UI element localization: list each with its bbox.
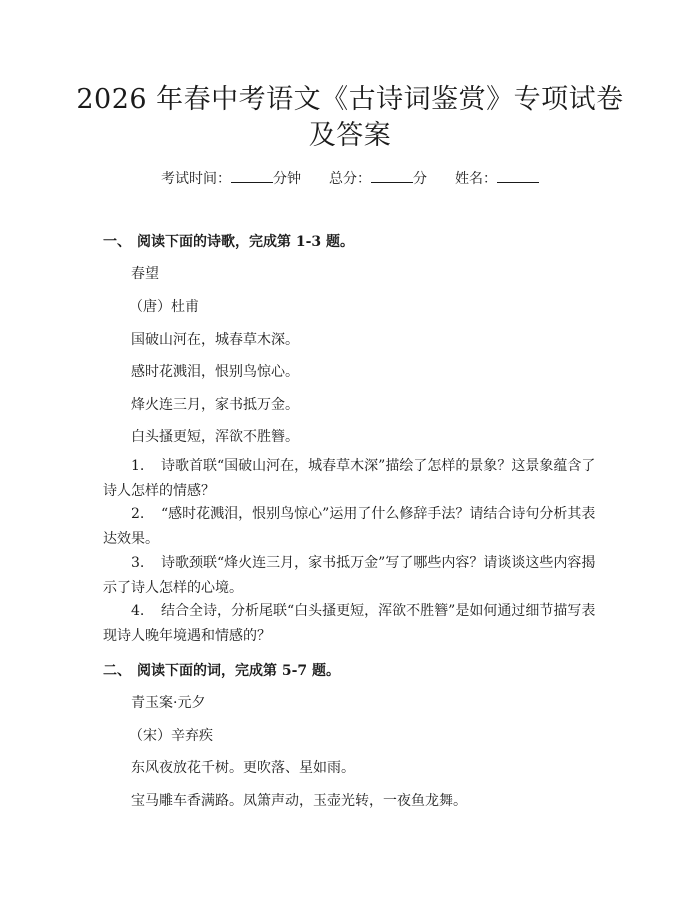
exam-time-blank[interactable] bbox=[231, 168, 273, 183]
exam-info-row bbox=[0, 168, 700, 189]
section-1-heading bbox=[103, 232, 354, 252]
exam-time-unit: 分钟 bbox=[273, 171, 301, 187]
section-2-heading bbox=[103, 661, 340, 681]
page-title-line-1: 2026 年春中考语文《古诗词鉴赏》专项试卷 bbox=[76, 84, 624, 115]
poem-2-line-1: 东风夜放花千树。更吹落、星如雨。 bbox=[131, 760, 355, 776]
question-1-number: 1. bbox=[131, 458, 145, 474]
question-4 bbox=[103, 599, 598, 649]
exam-time-group bbox=[161, 168, 301, 189]
poem-2-title: 青玉案·元夕 bbox=[131, 695, 206, 711]
question-2 bbox=[103, 502, 598, 552]
poem-1-title: 春望 bbox=[131, 266, 159, 282]
question-3-text-line-2: 示了诗人怎样的心境。 bbox=[103, 580, 243, 596]
section-2-number: 二、 bbox=[103, 663, 131, 679]
question-2-text-line-1: “感时花溅泪，恨别鸟惊心”运用了什么修辞手法？请结合诗句分析其表 bbox=[161, 506, 596, 522]
question-1-text-line-2: 诗人怎样的情感？ bbox=[103, 483, 215, 499]
question-4-number: 4. bbox=[131, 603, 145, 619]
question-2-text-line-2: 达效果。 bbox=[103, 531, 159, 547]
question-3 bbox=[103, 551, 598, 601]
page-title-line-2: 及答案 bbox=[308, 120, 392, 151]
question-1 bbox=[103, 454, 598, 504]
score-unit: 分 bbox=[413, 171, 427, 187]
question-3-text-line-1: 诗歌颈联“烽火连三月，家书抵万金”写了哪些内容？请谈谈这些内容揭 bbox=[161, 555, 596, 571]
section-1-instruction: 阅读下面的诗歌，完成第 1-3 题。 bbox=[137, 234, 355, 250]
score-label: 总分： bbox=[329, 171, 371, 187]
name-group bbox=[455, 168, 539, 189]
poem-1-line-4: 白头搔更短，浑欲不胜簪。 bbox=[131, 429, 299, 445]
score-group bbox=[329, 168, 427, 189]
exam-time-label: 考试时间： bbox=[161, 171, 231, 187]
poem-2-line-2: 宝马雕车香满路。凤箫声动，玉壶光转，一夜鱼龙舞。 bbox=[131, 793, 467, 809]
poem-1-line-3: 烽火连三月，家书抵万金。 bbox=[131, 397, 299, 413]
score-blank[interactable] bbox=[371, 168, 413, 183]
poem-1-line-2: 感时花溅泪，恨别鸟惊心。 bbox=[131, 364, 299, 380]
question-1-text-line-1: 诗歌首联“国破山河在，城春草木深”描绘了怎样的景象？这景象蕴含了 bbox=[161, 458, 596, 474]
section-2-instruction: 阅读下面的词，完成第 5-7 题。 bbox=[137, 663, 341, 679]
poem-1-line-1: 国破山河在，城春草木深。 bbox=[131, 332, 299, 348]
poem-2-author: （宋）辛弃疾 bbox=[129, 728, 213, 744]
poem-1-author: （唐）杜甫 bbox=[129, 299, 199, 315]
section-1-number: 一、 bbox=[103, 234, 131, 250]
question-4-text-line-1: 结合全诗，分析尾联“白头搔更短，浑欲不胜簪”是如何通过细节描写表 bbox=[161, 603, 596, 619]
name-blank[interactable] bbox=[497, 168, 539, 183]
question-2-number: 2. bbox=[131, 506, 145, 522]
name-label: 姓名： bbox=[455, 171, 497, 187]
question-3-number: 3. bbox=[131, 555, 145, 571]
question-4-text-line-2: 现诗人晚年境遇和情感的？ bbox=[103, 628, 271, 644]
